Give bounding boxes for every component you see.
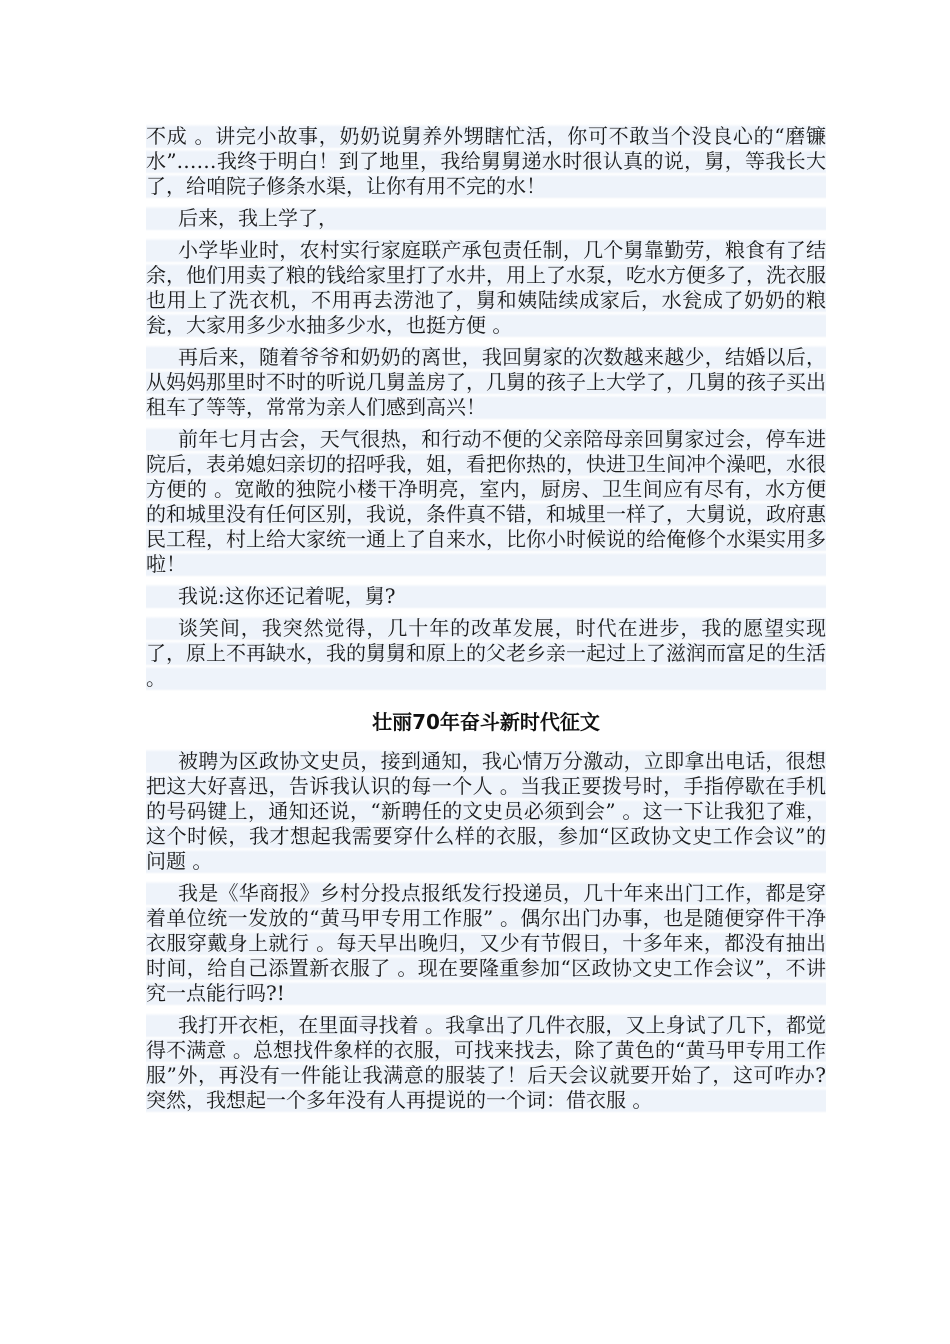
paragraph-appointment: 被聘为区政协文史员，接到通知，我心情万分激动，立即拿出电话，很想把这大好喜迅，告诉我认识的每一个人 。当我正要拨号时，手指停歇在手机的号码键上，通知还说，“新聘任的文史员必须到会” 。这一下让我犯了难，这个时候，我才想起我需要穿什么样的衣服，参加“区政协文史工作会议”的问题 。 (146, 749, 826, 873)
paragraph-dialogue: 我说:这你还记着呢，舅? (146, 584, 826, 609)
paragraph-later-years: 再后来，随着爷爷和奶奶的离世，我回舅家的次数越来越少，结婚以后，从妈妈那里时不时的听说几舅盖房了，几舅的孩子上大学了，几舅的孩子买出租车了等等，常常为亲人们感到高兴！ (146, 345, 826, 419)
paragraph-work-uniform: 我是《华商报》乡村分投点报纸发行投递员，几十年来出门工作，都是穿着单位统一发放的“黄马甲专用工作服” 。偶尔出门办事，也是随便穿件干净衣服穿戴身上就行 。每天早出晚归，又少有节假日，十多年来，都没有抽出时间，给自己添置新衣服了 。现在要隆重参加“区政协文史工作会议”，不讲究一点能行吗?! (146, 881, 826, 1005)
paragraph-primary-school: 小学毕业时，农村实行家庭联产承包责任制，几个舅靠勤劳，粮食有了结余，他们用卖了粮的钱给家里打了水井，用上了水泵，吃水方便多了，洗衣服也用上了洗衣机，不用再去涝池了，舅和姨陆续成家后，水瓮成了奶奶的粮瓮，大家用多少水抽多少水，也挺方便 。 (146, 238, 826, 337)
paragraph-july-visit: 前年七月古会，天气很热，和行动不便的父亲陪母亲回舅家过会，停车进院后，表弟媳妇亲切的招呼我，姐，看把你热的，快进卫生间冲个澡吧，水很方便的 。宽敞的独院小楼干净明亮，室内，厨房、卫生间应有尽有，水方便的和城里没有任何区别，我说，条件真不错，和城里一样了，大舅说，政府惠民工程，村上给大家统一通上了自来水，比你小时候说的给俺修个水渠实用多啦！ (146, 427, 826, 576)
section-title: 壮丽70年奋斗新时代征文 (372, 710, 600, 734)
paragraph-story-ending: 不成 。讲完小故事，奶奶说舅养外甥瞎忙活，你可不敢当个没良心的“磨镰水”……我终于明白！到了地里，我给舅舅递水时很认真的说，舅，等我长大了，给咱院子修条水渠，让你有用不完的水！ (146, 124, 826, 198)
paragraph-conclusion: 谈笑间，我突然觉得，几十年的改革发展，时代在进步，我的愿望实现了，原上不再缺水，我的舅舅和原上的父老乡亲一起过上了滋润而富足的生活 。 (146, 616, 826, 690)
paragraph-wardrobe: 我打开衣柜，在里面寻找着 。我拿出了几件衣服，又上身试了几下，都觉得不满意 。总想找件象样的衣服，可找来找去，除了黄色的“黄马甲专用工作服”外，再没有一件能让我满意的服装了！后天会议就要开始了，这可咋办?突然，我想起一个多年没有人再提说的一个词：借衣服 。 (146, 1013, 826, 1112)
paragraph-went-to-school: 后来，我上学了， (146, 206, 826, 231)
document-body (146, 124, 826, 1120)
